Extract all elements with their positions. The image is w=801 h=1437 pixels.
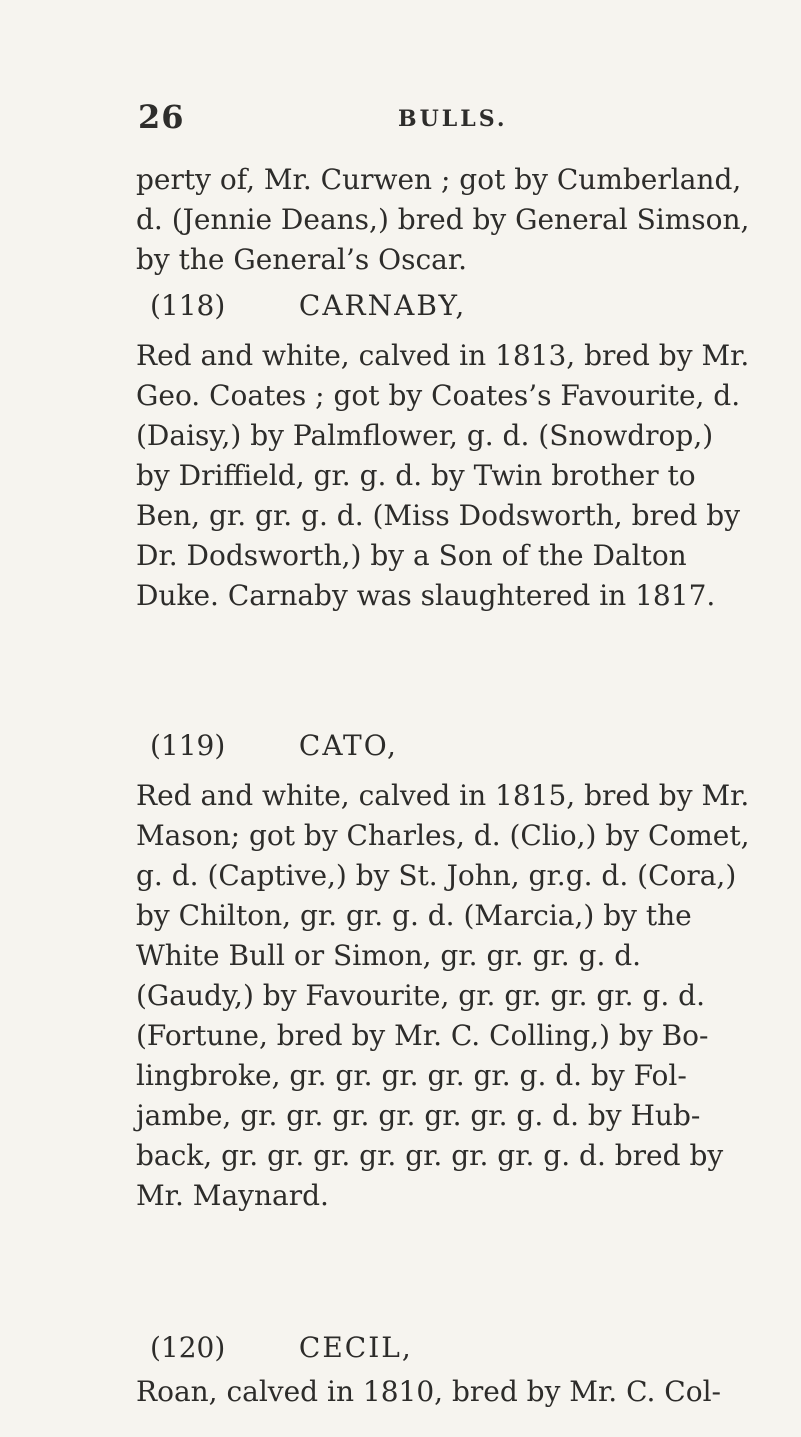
entry-name: CECIL, [298,1331,413,1364]
text-line: lingbroke, gr. gr. gr. gr. gr. g. d. by Fol- [136,1059,687,1092]
entry-number: (120) [150,1331,226,1364]
entry-name: CARNABY, [298,289,467,322]
text-line: Geo. Coates ; got by Coates’s Favourite, d. [136,379,741,412]
text-line: perty of, Mr. Curwen ; got by Cumberland, [136,163,742,196]
entry-heading-118 [136,282,466,330]
text-line: by Chilton, gr. gr. g. d. (Marcia,) by the [136,899,692,932]
running-title: BULLS. [398,106,508,132]
text-line: by the General’s Oscar. [136,243,468,276]
entry-heading-119 [136,722,398,770]
entry-body-118 [136,336,750,616]
text-line: White Bull or Simon, gr. gr. gr. g. d. [136,939,642,972]
text-line: d. (Jennie Deans,) bred by General Simson, [136,203,750,236]
text-line: Red and white, calved in 1815, bred by Mr. [136,779,750,812]
text-line: Ben, gr. gr. g. d. (Miss Dodsworth, bred by [136,499,741,532]
text-line: back, gr. gr. gr. gr. gr. gr. gr. g. d. bred by [136,1139,724,1172]
text-line: Duke. Carnaby was slaughtered in 1817. [136,579,716,612]
text-line: Mason; got by Charles, d. (Clio,) by Comet, [136,819,750,852]
text-line: by Driffield, gr. g. d. by Twin brother to [136,459,696,492]
entry-body-119 [136,776,750,1216]
entry-heading-120 [136,1324,413,1372]
text-line: Dr. Dodsworth,) by a Son of the Dalton [136,539,687,572]
entry-number: (119) [150,729,226,762]
text-line: Roan, calved in 1810, bred by Mr. C. Col- [136,1375,722,1408]
text-line: (Gaudy,) by Favourite, gr. gr. gr. gr. g. d. [136,979,705,1012]
text-line: (Fortune, bred by Mr. C. Colling,) by Bo- [136,1019,709,1052]
entry-name: CATO, [298,729,398,762]
running-head [138,98,698,138]
text-line: g. d. (Captive,) by St. John, gr.g. d. (Cora,) [136,859,737,892]
text-line: (Daisy,) by Palmflower, g. d. (Snowdrop,) [136,419,714,452]
entry-body-120 [136,1372,736,1412]
continued-paragraph [136,160,750,280]
entry-number: (118) [150,289,226,322]
page-number: 26 [138,98,185,136]
text-line: jambe, gr. gr. gr. gr. gr. gr. g. d. by Hub- [136,1099,701,1132]
text-line: Mr. Maynard. [136,1179,329,1212]
text-line: Red and white, calved in 1813, bred by Mr. [136,339,750,372]
